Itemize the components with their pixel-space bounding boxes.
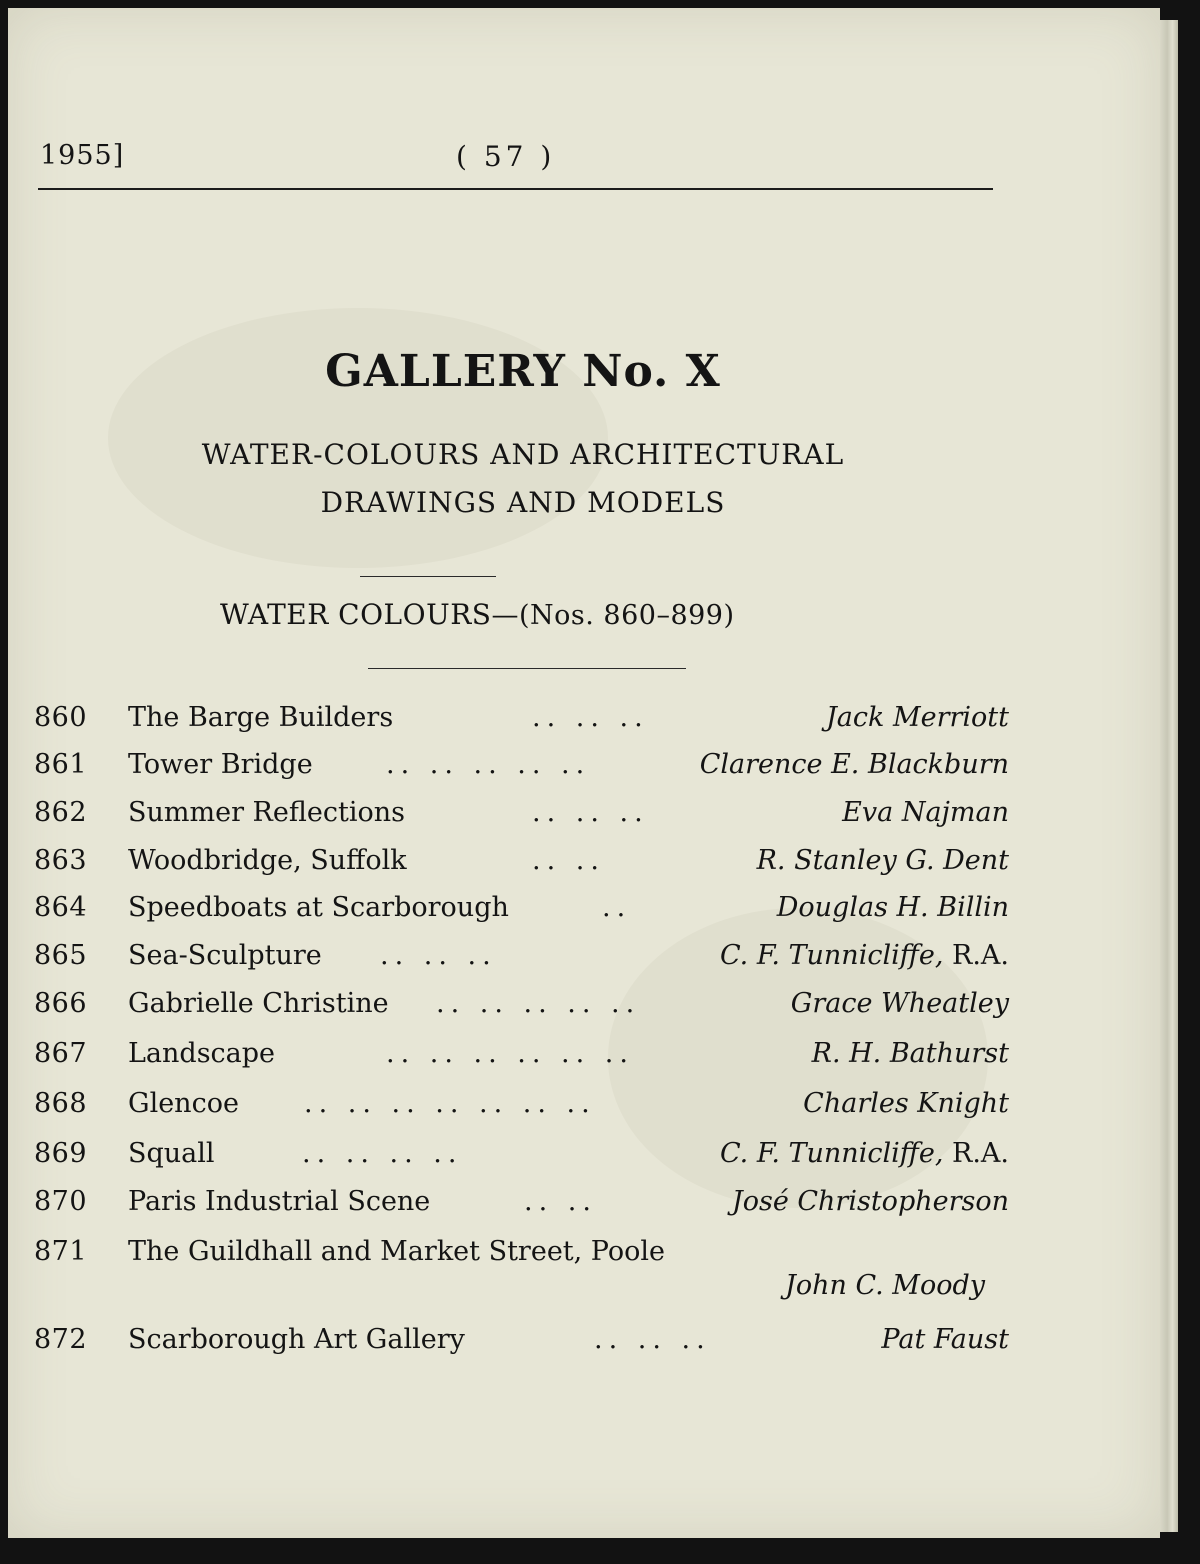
catalogue-entry	[34, 1088, 1009, 1128]
section-heading-label: WATER COLOURS	[220, 598, 492, 631]
entry-artist-name: Eva Najman	[842, 797, 1009, 828]
leader-dots: .. .. .. .. .. .. ..	[304, 1088, 596, 1119]
entry-number: 870	[34, 1186, 88, 1217]
entry-number: 861	[34, 749, 88, 780]
entry-artist-name: Douglas H. Billin	[776, 892, 1009, 923]
leader-dots: .. .. ..	[594, 1324, 711, 1355]
entry-title: Gabrielle Christine	[128, 988, 389, 1019]
entry-title: Glencoe	[128, 1088, 239, 1119]
catalogue-entry	[34, 988, 1009, 1028]
section-heading	[220, 598, 735, 631]
entry-number: 860	[34, 702, 88, 733]
entry-artist	[826, 702, 1009, 733]
entry-number: 862	[34, 797, 88, 828]
entry-artist-name: Pat Faust	[881, 1324, 1009, 1355]
catalogue-entry	[34, 1138, 1009, 1178]
entry-title: Summer Reflections	[128, 797, 405, 828]
entry-artist	[777, 892, 1009, 923]
catalogue-entry	[34, 749, 1009, 789]
entry-number: 868	[34, 1088, 88, 1119]
page-edge	[1160, 20, 1178, 1532]
leader-dots: .. .. .. .. ..	[436, 988, 641, 1019]
entry-artist-name: C. F. Tunnicliffe,	[719, 1138, 944, 1169]
entry-artist: John C. Moody	[785, 1270, 985, 1301]
entry-artist-name: R. Stanley G. Dent	[756, 845, 1009, 876]
entry-title: Sea-Sculpture	[128, 940, 322, 971]
entry-artist	[812, 1038, 1009, 1069]
gallery-subtitle-line1: WATER-COLOURS AND ARCHITECTURAL	[201, 438, 845, 471]
leader-dots: .. .. ..	[532, 702, 649, 733]
entry-artist-name: Clarence E. Blackburn	[699, 749, 1009, 780]
gallery-subtitle-line2: DRAWINGS AND MODELS	[320, 486, 726, 519]
entry-artist-suffix: R.A.	[943, 1138, 1009, 1169]
catalogue-entry	[34, 797, 1009, 837]
catalogue-entry	[34, 940, 1009, 980]
entry-title: Tower Bridge	[128, 749, 313, 780]
header-year: 1955]	[40, 140, 125, 171]
entry-artist-name: R. H. Bathurst	[811, 1038, 1009, 1069]
leader-dots: ..	[602, 892, 632, 923]
entry-title: Squall	[128, 1138, 215, 1169]
entry-number: 869	[34, 1138, 88, 1169]
entry-number: 863	[34, 845, 88, 876]
entry-artist	[791, 988, 1009, 1019]
catalogue-entry	[34, 1324, 1009, 1364]
entry-title: Paris Industrial Scene	[128, 1186, 431, 1217]
divider-rule	[360, 576, 496, 577]
entry-artist	[881, 1324, 1009, 1355]
header-rule	[38, 188, 993, 190]
entry-number: 865	[34, 940, 88, 971]
entry-artist	[720, 1138, 1009, 1169]
entry-artist	[757, 845, 1009, 876]
entry-number: 866	[34, 988, 88, 1019]
entry-title: Woodbridge, Suffolk	[128, 845, 407, 876]
entry-number: 864	[34, 892, 88, 923]
entry-title: Landscape	[128, 1038, 276, 1069]
catalogue-page	[8, 8, 1160, 1538]
entry-number: 867	[34, 1038, 88, 1069]
leader-dots: .. .. ..	[532, 797, 649, 828]
entry-artist-name: Jack Merriott	[825, 702, 1009, 733]
catalogue-entry	[34, 1186, 1009, 1226]
gallery-title: GALLERY No. X	[325, 346, 721, 397]
leader-dots: .. ..	[524, 1186, 597, 1217]
section-range: —(Nos. 860–899)	[491, 600, 735, 631]
catalogue-entry	[34, 845, 1009, 885]
entry-title: Scarborough Art Gallery	[128, 1324, 465, 1355]
entry-title: Speedboats at Scarborough	[128, 892, 509, 923]
leader-dots: .. .. .. .. ..	[386, 749, 591, 780]
leader-dots: .. .. .. ..	[302, 1138, 463, 1169]
entry-artist	[732, 1186, 1009, 1217]
entry-number: 872	[34, 1324, 88, 1355]
leader-dots: .. .. .. .. .. ..	[386, 1038, 634, 1069]
page-number: ( 57 )	[456, 140, 556, 173]
catalogue-entry	[34, 1038, 1009, 1078]
entry-artist-name: José Christopherson	[731, 1186, 1009, 1217]
entry-artist	[803, 1088, 1009, 1119]
entry-artist-name: Charles Knight	[803, 1088, 1009, 1119]
entry-artist-name: Grace Wheatley	[790, 988, 1009, 1019]
catalogue-entry	[34, 892, 1009, 932]
entry-number: 871	[34, 1236, 88, 1267]
divider-rule	[368, 668, 686, 669]
entry-artist	[842, 797, 1009, 828]
entry-title: The Barge Builders	[128, 702, 394, 733]
entry-artist-name: C. F. Tunnicliffe,	[719, 940, 944, 971]
entry-artist	[720, 940, 1009, 971]
entry-artist-suffix: R.A.	[943, 940, 1009, 971]
catalogue-entry	[34, 702, 1009, 742]
leader-dots: .. ..	[532, 845, 605, 876]
entry-artist	[700, 749, 1009, 780]
leader-dots: .. .. ..	[380, 940, 497, 971]
entry-title: The Guildhall and Market Street, Poole	[128, 1236, 666, 1267]
